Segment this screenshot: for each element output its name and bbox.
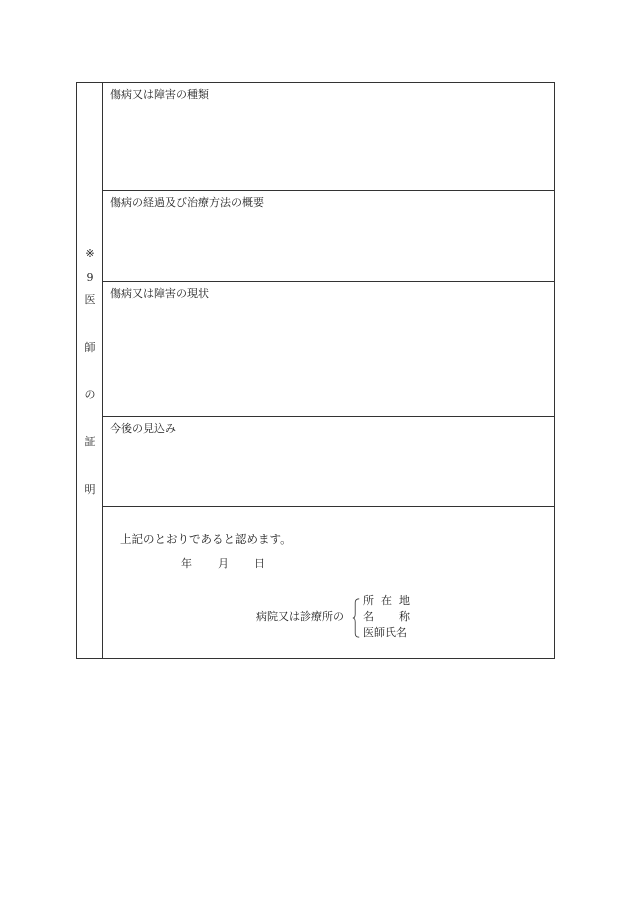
section-injury-type[interactable] [103, 83, 554, 191]
section-course-treatment-label: 傷病の経過及び治療方法の概要 [110, 196, 264, 209]
section-outlook[interactable] [103, 417, 554, 507]
clinic-label: 病院又は診療所の [256, 610, 344, 623]
date-month-label: 月 [218, 557, 229, 570]
side-char-9: 9 [86, 271, 94, 284]
section-course-treatment[interactable] [103, 191, 554, 282]
side-column [77, 83, 103, 658]
side-char-no: の [84, 388, 96, 401]
name-char-2: 称 [399, 610, 410, 623]
side-char-i: 医 [84, 293, 96, 306]
name-char-1: 名 [363, 610, 374, 623]
certification-area [103, 507, 554, 658]
certification-statement: 上記のとおりであると認めます。 [120, 532, 292, 546]
doctor-name-label: 医師氏名 [363, 626, 407, 639]
content-column [103, 83, 554, 658]
side-char-sho: 証 [84, 435, 96, 448]
doctor-certificate-form [76, 82, 555, 659]
section-outlook-label: 今後の見込み [110, 422, 176, 435]
side-char-shi: 師 [84, 341, 96, 354]
section-current-status-label: 傷病又は障害の現状 [110, 287, 209, 300]
section-current-status[interactable] [103, 282, 554, 417]
date-year-label: 年 [181, 557, 192, 570]
brace-icon [352, 592, 360, 644]
date-day-label: 日 [254, 557, 265, 570]
side-char-mei: 明 [84, 483, 96, 496]
address-char-3: 地 [399, 594, 410, 607]
address-char-1: 所 [363, 594, 374, 607]
side-char-mark: ※ [85, 247, 95, 260]
section-injury-type-label: 傷病又は障害の種類 [110, 88, 209, 101]
address-char-2: 在 [381, 594, 392, 607]
